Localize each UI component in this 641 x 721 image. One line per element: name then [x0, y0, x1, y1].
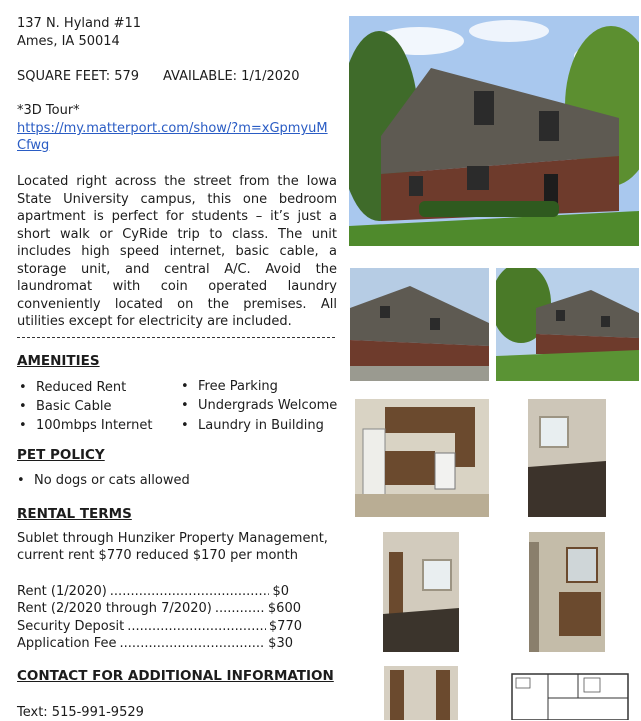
contact-text: Text: 515-991-9529 — [17, 705, 144, 720]
pet-policy-heading: PET POLICY — [17, 447, 105, 463]
amenity-item: • Reduced Rent — [36, 378, 126, 397]
amenity-item: • Free Parking — [198, 377, 278, 396]
rent-row — [17, 618, 302, 635]
exterior-photo-main — [349, 16, 639, 246]
tour-label: *3D Tour* — [17, 103, 80, 118]
rental-terms-heading: RENTAL TERMS — [17, 506, 132, 522]
exterior-photo-side — [350, 268, 489, 381]
address-line-2: Ames, IA 50014 — [17, 34, 120, 49]
tour-link-line-1[interactable]: https://my.matterport.com/show/?m=xGpmyuM — [17, 121, 328, 136]
floor-plan — [508, 668, 632, 720]
square-feet: SQUARE FEET: 579 — [17, 69, 140, 84]
tour-link-line-2[interactable]: Cfwg — [17, 138, 50, 153]
rent-row-value: $30 — [268, 636, 293, 651]
rental-terms-line-2: current rent $770 reduced $170 per month — [17, 548, 298, 563]
address-line-1: 137 N. Hyland #11 — [17, 16, 142, 31]
rent-row-label: Application Fee — [17, 636, 117, 651]
amenity-item: • 100mbps Internet — [36, 416, 153, 435]
living-room-photo — [383, 532, 459, 652]
amenity-item: • Undergrads Welcome — [198, 396, 337, 415]
exterior-photo-courtyard — [496, 268, 639, 381]
rent-row-label: Security Deposit — [17, 619, 125, 634]
contact-heading: CONTACT FOR ADDITIONAL INFORMATION — [17, 668, 334, 684]
amenities-heading: AMENITIES — [17, 353, 100, 369]
rental-terms-line-1: Sublet through Hunziker Property Management, — [17, 531, 328, 546]
available-date: AVAILABLE: 1/1/2020 — [163, 69, 300, 84]
pet-policy-item: • No dogs or cats allowed — [34, 471, 190, 490]
rent-row — [17, 600, 301, 617]
amenity-item: • Laundry in Building — [198, 416, 324, 435]
rent-row-value: $770 — [268, 619, 302, 634]
rent-row — [17, 583, 289, 600]
amenity-item: • Basic Cable — [36, 397, 111, 416]
rent-row-label: Rent (2/2020 through 7/2020) — [17, 601, 212, 616]
hallway-photo — [384, 666, 458, 720]
divider — [17, 337, 335, 338]
rent-row-value: $600 — [267, 601, 301, 616]
bedroom-photo — [528, 399, 606, 517]
kitchen-photo — [355, 399, 489, 517]
rent-row-value: $0 — [272, 584, 289, 599]
description: Located right across the street from the Iowa State University campus, this one bedroom apartment is perfect for students – it’s just a short walk or CyRide trip to class. The unit includes high speed internet, basic cable, a storage unit, and central A/C. Avoid the laundromat with coin operated laundry conveniently located on the premises. All utilities except for electricity are included. — [17, 174, 337, 329]
bathroom-photo — [529, 532, 605, 652]
rent-row-label: Rent (1/2020) — [17, 584, 107, 599]
rent-row — [17, 635, 293, 652]
